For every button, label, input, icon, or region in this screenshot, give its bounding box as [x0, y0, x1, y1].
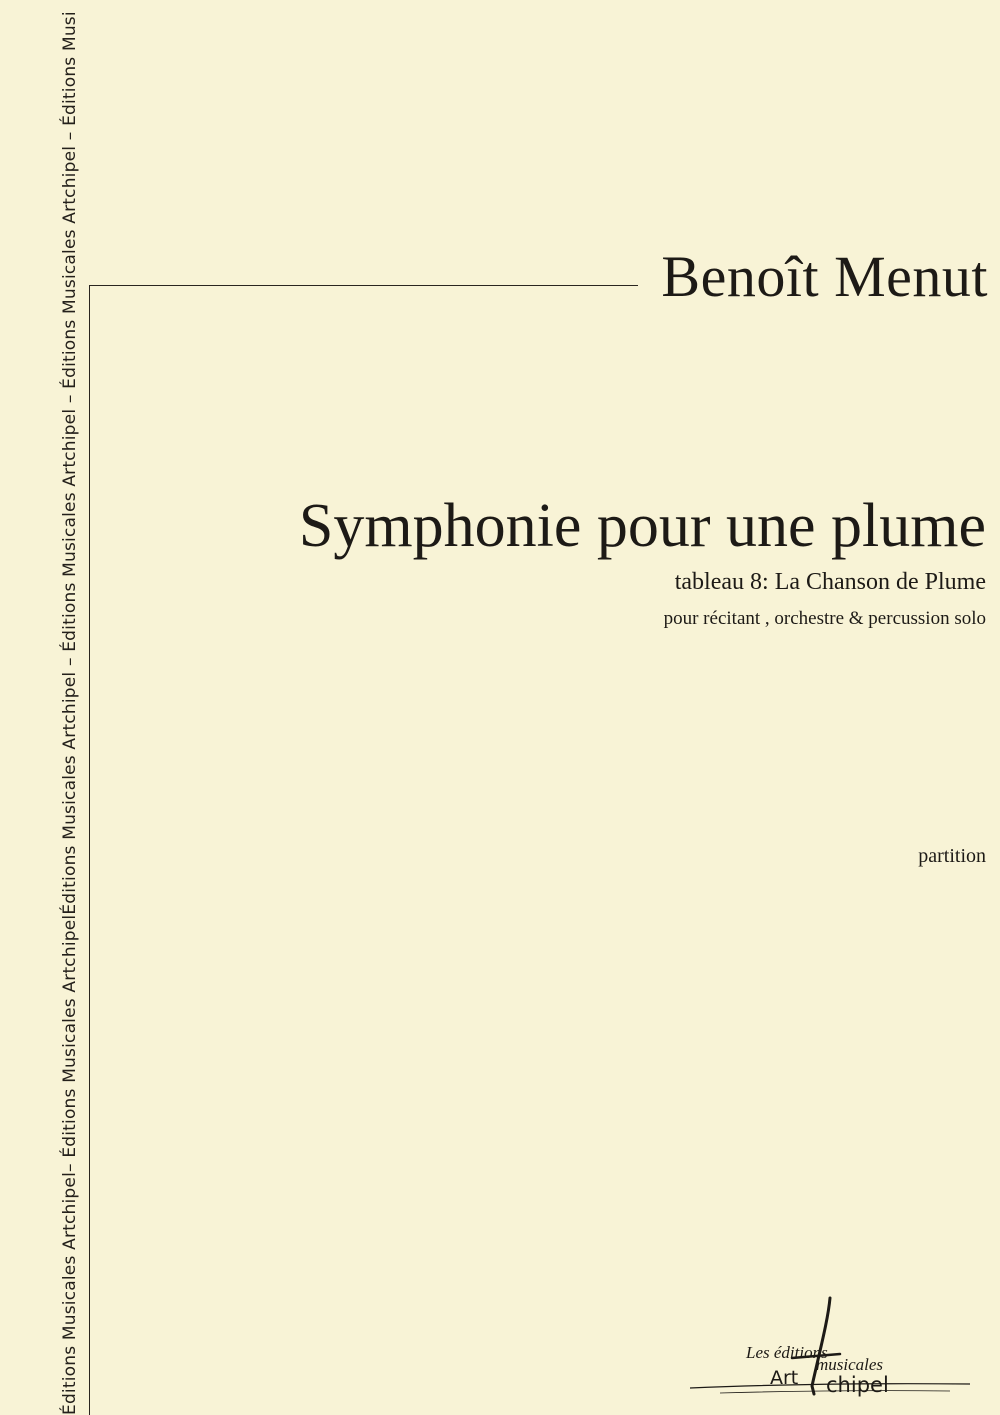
horizontal-rule — [89, 285, 638, 286]
logo-chipel: chipel — [826, 1373, 889, 1397]
instrumentation-line: pour récitant , orchestre & percussion solo — [663, 608, 986, 629]
logo-art: Art — [770, 1367, 799, 1389]
vertical-rule — [89, 285, 90, 1415]
publisher-logo — [680, 1290, 980, 1410]
work-subtitle: tableau 8: La Chanson de Plume — [674, 569, 986, 595]
work-title: Symphonie pour une plume — [298, 492, 986, 560]
logo-les-editions: Les éditions — [746, 1343, 828, 1362]
document-type-label: partition — [918, 845, 986, 867]
composer-name: Benoît Menut — [661, 244, 988, 309]
side-strip-text: Éditions Musicales Artchipel– Éditions Musicales ArtchipelÉditions Musicales Artchipel – Éditions Musicales Artchipel – Éditions Musicales Artchipel – Éditions Musi — [60, 11, 80, 1415]
logo-musicales: musicales — [816, 1355, 884, 1374]
publisher-side-strip — [52, 0, 88, 1415]
